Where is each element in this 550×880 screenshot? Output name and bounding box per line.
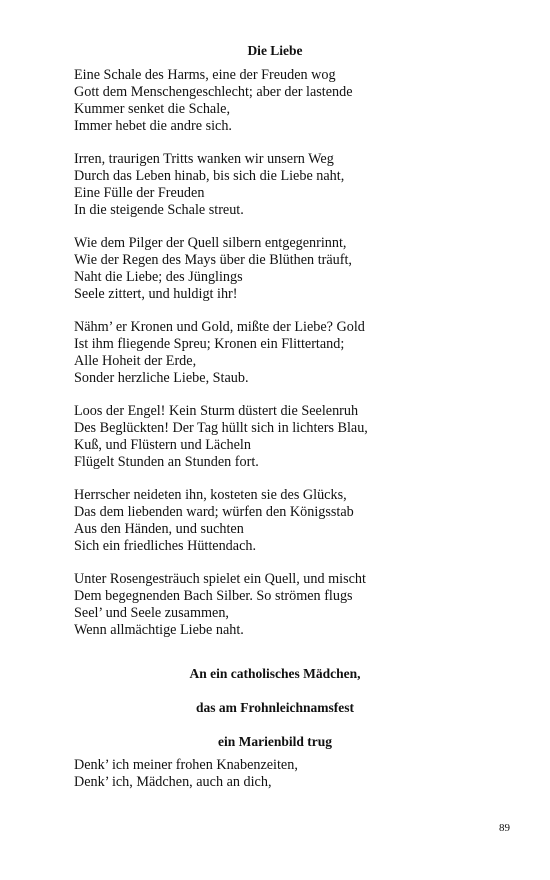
verse-line: Alle Hoheit der Erde,	[74, 353, 197, 369]
verse-line: Flügelt Stunden an Stunden fort.	[74, 454, 259, 470]
verse-line: Loos der Engel! Kein Sturm düstert die Seelenruh	[74, 403, 359, 419]
verse-line: Naht die Liebe; des Jünglings	[74, 269, 243, 285]
verse-line: Seel’ und Seele zusammen,	[74, 605, 229, 621]
verse-line: Durch das Leben hinab, bis sich die Liebe naht,	[74, 168, 345, 184]
poem2-title-line-3: ein Marienbild trug	[218, 734, 332, 749]
stanza-5	[74, 403, 514, 471]
stanza-2	[74, 151, 514, 219]
stanza-6	[74, 487, 514, 555]
poem2-title-line-1: An ein catholisches Mädchen,	[189, 666, 361, 681]
verse-line: Wie der Regen des Mays über die Blüthen träuft,	[74, 252, 352, 268]
page-number: 89	[499, 822, 510, 834]
stanza-4	[74, 319, 514, 387]
verse-line: Kuß, und Flüstern und Lächeln	[74, 437, 251, 453]
verse-line: Kummer senket die Schale,	[74, 101, 231, 117]
verse-line: Denk’ ich meiner frohen Knabenzeiten,	[74, 757, 298, 773]
verse-line: Das dem liebenden ward; würfen den Königsstab	[74, 504, 354, 520]
poem2-title-line-2: das am Frohnleichnamsfest	[195, 700, 354, 715]
verse-line: Sonder herzliche Liebe, Staub.	[74, 370, 249, 386]
verse-line: Seele zittert, und huldigt ihr!	[74, 286, 238, 302]
poem-title: Die Liebe	[247, 43, 303, 58]
stanza-3	[74, 235, 514, 303]
verse-line: Herrscher neideten ihn, kosteten sie des Glücks,	[74, 487, 347, 503]
verse-line: Immer hebet die andre sich.	[74, 118, 232, 134]
stanza-1	[74, 67, 514, 135]
verse-line: Irren, traurigen Tritts wanken wir unsern Weg	[74, 151, 334, 167]
verse-line: Dem begegnenden Bach Silber. So strömen flugs	[74, 588, 353, 604]
verse-line: Nähm’ er Kronen und Gold, mißte der Liebe? Gold	[74, 319, 365, 335]
verse-line: Eine Schale des Harms, eine der Freuden wog	[74, 67, 336, 83]
verse-line: In die steigende Schale streut.	[74, 202, 244, 218]
poem2-stanza-1	[74, 757, 514, 791]
verse-line: Ist ihm fliegende Spreu; Kronen ein Flittertand;	[74, 336, 345, 352]
verse-line: Gott dem Menschengeschlecht; aber der lastende	[74, 84, 353, 100]
stanza-7	[74, 571, 514, 639]
verse-line: Des Beglückten! Der Tag hüllt sich in lichters Blau,	[74, 420, 368, 436]
verse-line: Aus den Händen, und suchten	[74, 521, 244, 537]
verse-line: Unter Rosengesträuch spielet ein Quell, und mischt	[74, 571, 366, 587]
verse-line: Wie dem Pilger der Quell silbern entgegenrinnt,	[74, 235, 347, 251]
verse-line: Denk’ ich, Mädchen, auch an dich,	[74, 774, 272, 790]
verse-line: Eine Fülle der Freuden	[74, 185, 205, 201]
verse-line: Wenn allmächtige Liebe naht.	[74, 622, 244, 638]
verse-line: Sich ein friedliches Hüttendach.	[74, 538, 257, 554]
